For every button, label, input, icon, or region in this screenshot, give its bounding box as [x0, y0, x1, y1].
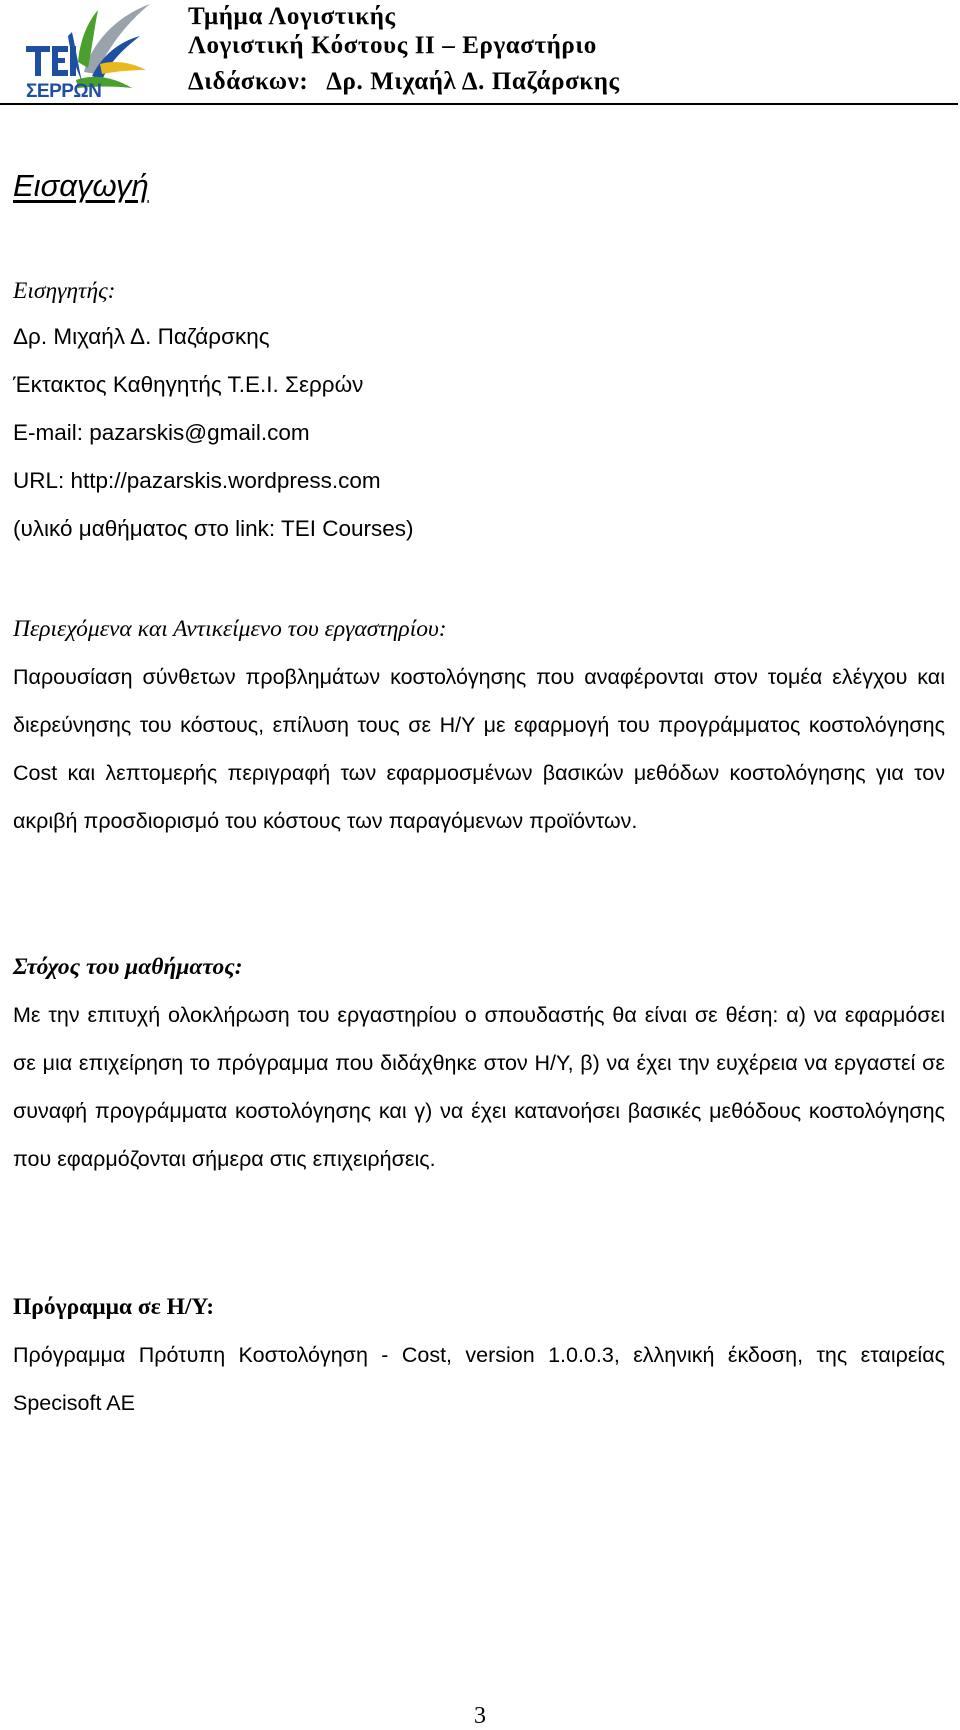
instructor-email: E-mail: pazarskis@gmail.com: [13, 420, 310, 445]
page-number: 3: [474, 1703, 486, 1729]
contents-heading: Περιεχόμενα και Αντικείμενο του εργαστηρίου:: [13, 616, 447, 642]
instructor-detail-line: Δρ. Μιχαήλ Δ. Παζάρσκης: [13, 324, 270, 349]
software-heading: Πρόγραμμα σε Η/Υ:: [13, 1294, 215, 1320]
page-title: Εισαγωγή: [13, 168, 149, 203]
svg-text:ΣΕΡΡΩΝ: ΣΕΡΡΩΝ: [26, 81, 102, 100]
course-name: Λογιστική Κόστους ΙΙ – Εργαστήριο: [188, 32, 597, 59]
software-paragraph: Πρόγραμμα Πρότυπη Κοστολόγηση - Cost, version 1.0.0.3, ελληνική έκδοση, της εταιρείας Specisoft AE: [13, 1343, 945, 1415]
instructor-line: [188, 67, 620, 96]
instructor-label: Διδάσκων:: [188, 68, 309, 95]
instructor-url: URL: http://pazarskis.wordpress.com: [13, 468, 381, 493]
header-divider: [0, 103, 958, 105]
instructor-name: Δρ. Μιχαήλ Δ. Παζάρσκης: [326, 68, 620, 95]
instructor-detail-line: Έκτακτος Καθηγητής Τ.Ε.Ι. Σερρών: [13, 372, 364, 397]
document-header: [0, 0, 960, 104]
contents-paragraph: Παρουσίαση σύνθετων προβλημάτων κοστολόγησης που αναφέρονται στον τομέα ελέγχου και διερεύνησης του κόστους, επίλυση τους σε Η/Υ με εφαρμογή του προγράμματος κοστολόγησης Cost και λεπτομερής περιγραφή των εφαρμοσμένων βασικών μεθόδων κοστολόγησης για τον ακριβή προσδιορισμό του κόστους των παραγόμενων προϊόντων.: [13, 665, 945, 833]
course-material-note: (υλικό μαθήματος στο link: TEI Courses): [13, 516, 414, 541]
department-name: Τμήμα Λογιστικής: [188, 3, 396, 30]
goal-paragraph: Με την επιτυχή ολοκλήρωση του εργαστηρίου ο σπουδαστής θα είναι σε θέση: α) να εφαρμόσει σε μια επιχείρηση το πρόγραμμα που διδάχθηκε στον Η/Υ, β) να έχει την ευχέρεια να εργαστεί σε συναφή προγράμματα κοστολόγησης και γ) να έχει κατανοήσει βασικές μεθόδους κοστολόγησης που εφαρμόζονται σήμερα στις επιχειρήσεις.: [13, 1003, 945, 1171]
tei-serres-logo: [22, 2, 152, 100]
header-text: [188, 2, 620, 96]
instructor-heading: Εισηγητής:: [13, 278, 116, 304]
goal-heading: Στόχος του μαθήματος:: [13, 954, 243, 980]
